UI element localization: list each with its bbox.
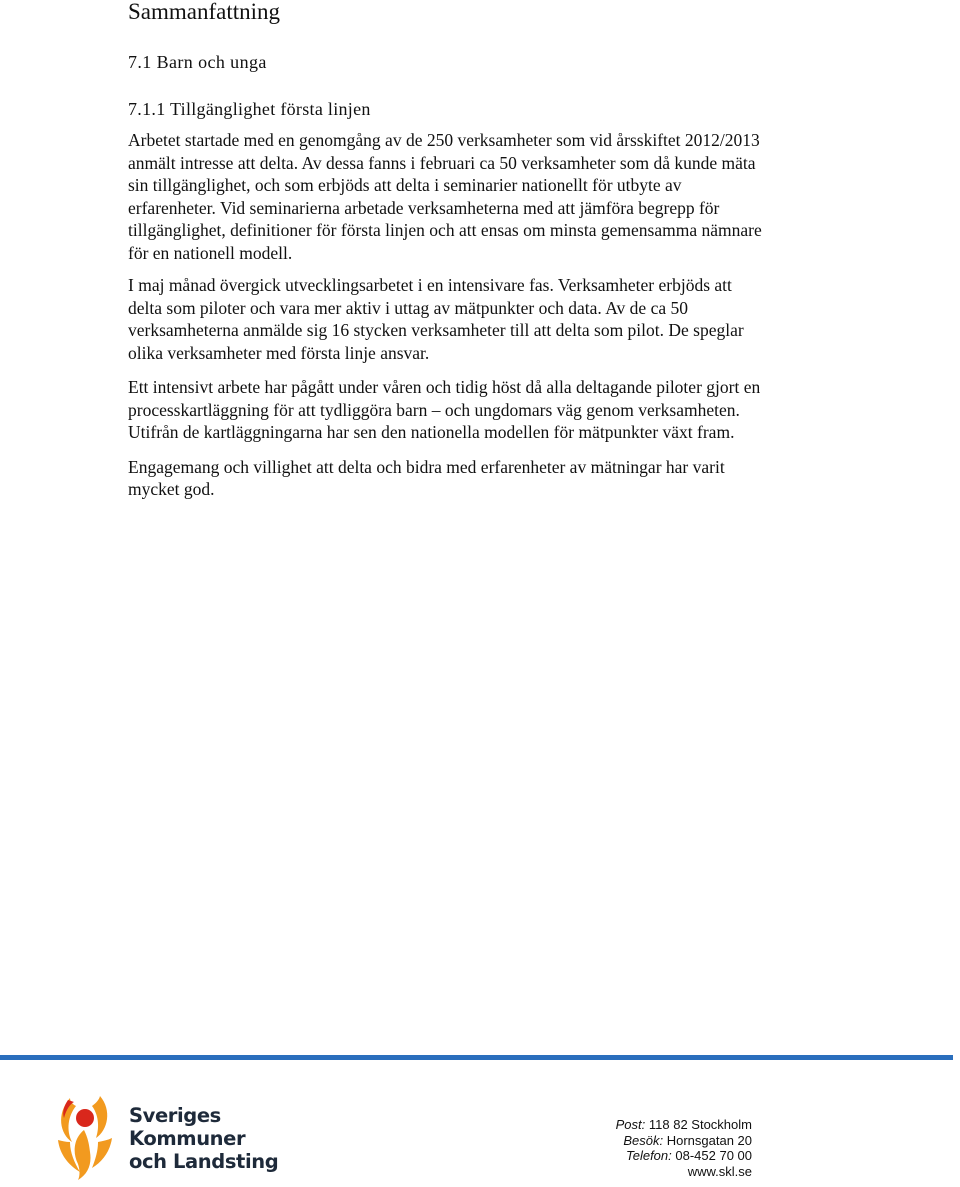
contact-visit-value: Hornsgatan 20 bbox=[666, 1132, 752, 1148]
contact-block bbox=[616, 1117, 752, 1179]
contact-post-value: 118 82 Stockholm bbox=[648, 1117, 752, 1132]
logo-line: och Landsting bbox=[129, 1150, 279, 1173]
contact-website: www.skl.se bbox=[687, 1163, 752, 1179]
logo-line: Kommuner bbox=[129, 1127, 246, 1150]
page-title: Sammanfattning bbox=[128, 0, 281, 24]
subsection-heading: 7.1.1 Tillgänglighet första linjen bbox=[128, 99, 371, 119]
paragraph: I maj månad övergick utvecklingsarbetet i en intensivare fas. Verksamheter erbjöds att delta som piloter och vara mer aktiv i uttag av mätpunkter och data. Av de ca 50 verksamheterna anmälde sig 16 stycken verksamheter till att delta som pilot. De speglar olika verksamheter med första linje ansvar. bbox=[128, 275, 744, 363]
paragraph: Engagemang och villighet att delta och bidra med erfarenheter av mätningar har varit mycket god. bbox=[128, 456, 725, 499]
paragraph: Ett intensivt arbete har pågått under våren och tidig höst då alla deltagande piloter gjort en processkartläggning för att tydliggöra barn – och ungdomars väg genom verksamheten. Utifrån de kartläggningarna har sen den nationella modellen för mätpunkter växt fram. bbox=[128, 377, 761, 442]
contact-phone-label: Telefon: bbox=[625, 1148, 672, 1163]
flame-figure-logo-icon bbox=[50, 1094, 120, 1182]
contact-phone bbox=[616, 1148, 752, 1164]
logo-line: Sveriges bbox=[129, 1104, 221, 1127]
contact-visit bbox=[616, 1133, 752, 1149]
contact-visit-label: Besök: bbox=[623, 1132, 664, 1148]
paragraph: Arbetet startade med en genomgång av de 250 verksamheter som vid årsskiftet 2012/2013 anmält intresse att delta. Av dessa fanns i februari ca 50 verksamheter som då kunde mäta sin tillgänglighet, och som erbjöds att delta i seminarier nationellt för utbyte av erfarenheter. Vid seminarierna arbetade verksamheterna med att jämföra begrepp för tillgänglighet, definitioner för första linjen och att ensas om minsta gemensamma nämnare för en nationell modell. bbox=[128, 130, 762, 263]
section-heading: 7.1 Barn och unga bbox=[128, 52, 267, 72]
footer-rule bbox=[0, 1055, 953, 1060]
logo-wordmark bbox=[129, 1104, 278, 1173]
contact-phone-value: 08-452 70 00 bbox=[675, 1148, 752, 1163]
contact-post-label: Post: bbox=[615, 1117, 646, 1132]
contact-post bbox=[616, 1117, 752, 1133]
body-text bbox=[128, 129, 768, 511]
